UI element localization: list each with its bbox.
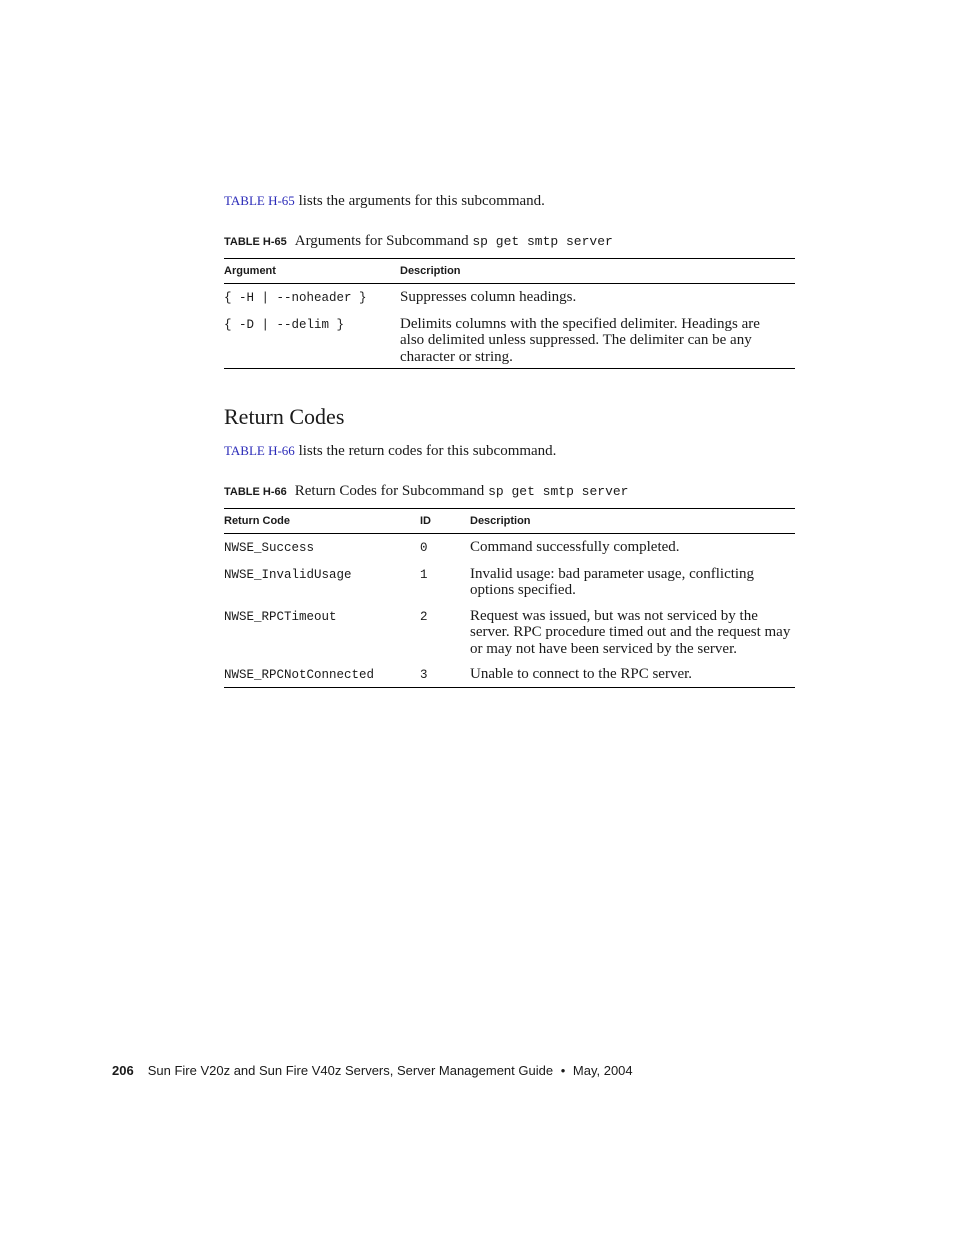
column-header-argument: Argument (224, 259, 400, 284)
footer-title: Sun Fire V20z and Sun Fire V40z Servers, Server Management Guide (147, 1063, 554, 1078)
table-h66-caption (224, 482, 795, 501)
table-row (224, 608, 795, 667)
table-h66 (224, 508, 795, 688)
id-cell: 2 (420, 609, 428, 624)
table-h66-caption-text: Return Codes for Subcommand (294, 483, 489, 499)
description-cell: Command successfully completed. (470, 539, 680, 555)
intro-text-66: lists the return codes for this subcommand. (294, 443, 557, 459)
column-header-description: Description (470, 509, 795, 534)
column-header-id: ID (420, 509, 470, 534)
table-h66-tag: TABLE H-66 (224, 486, 287, 498)
table-h65-wrapper (224, 258, 795, 369)
footer-bullet: • (560, 1063, 566, 1078)
description-cell: Delimits columns with the specified delimiter. Headings are also delimited unless suppressed. The delimiter can be any character or string. (400, 316, 795, 369)
table-h65-caption-text: Arguments for Subcommand (294, 233, 473, 249)
table-header-row (224, 259, 795, 284)
description-cell: Invalid usage: bad parameter usage, conflicting options specified. (470, 565, 755, 598)
page-footer (112, 1063, 633, 1078)
column-header-return-code: Return Code (224, 509, 420, 534)
return-code-cell: NWSE_InvalidUsage (224, 567, 352, 582)
id-cell: 0 (420, 541, 428, 555)
table-h66-wrapper (224, 508, 795, 688)
return-code-cell: NWSE_Success (224, 541, 315, 555)
section-heading-return-codes: Return Codes (224, 404, 345, 429)
page-number: 206 (112, 1063, 134, 1078)
table-h65-command: sp get smtp server (472, 234, 613, 249)
return-code-cell: NWSE_RPCTimeout (224, 609, 337, 624)
table-row (224, 566, 795, 608)
description-cell: Request was issued, but was not serviced by the server. RPC procedure timed out and the request may or may not have been serviced by the server. (470, 607, 791, 657)
table-h66-link[interactable]: TABLE H-66 (224, 443, 295, 458)
table-h65-tag: TABLE H-65 (224, 236, 287, 248)
intro-paragraph-65 (224, 192, 795, 210)
description-cell: Unable to connect to the RPC server. (470, 666, 795, 687)
intro-paragraph-66 (224, 442, 795, 460)
table-h65-link[interactable]: TABLE H-65 (224, 193, 295, 208)
table-header-row (224, 509, 795, 534)
id-cell: 3 (420, 666, 470, 687)
description-cell: Suppresses column headings. (400, 289, 577, 305)
column-header-description: Description (400, 259, 795, 284)
id-cell: 1 (420, 567, 428, 582)
table-h65 (224, 258, 795, 369)
table-h66-command: sp get smtp server (488, 484, 629, 499)
argument-cell: { -H | --noheader } (224, 291, 367, 305)
table-h65-caption (224, 232, 795, 251)
table-row (224, 666, 795, 687)
table-row (224, 534, 795, 566)
table-row (224, 284, 795, 316)
argument-cell: { -D | --delim } (224, 316, 400, 369)
intro-text-65: lists the arguments for this subcommand. (294, 193, 545, 209)
table-row (224, 316, 795, 369)
footer-date: May, 2004 (572, 1063, 633, 1078)
return-code-cell: NWSE_RPCNotConnected (224, 666, 420, 687)
